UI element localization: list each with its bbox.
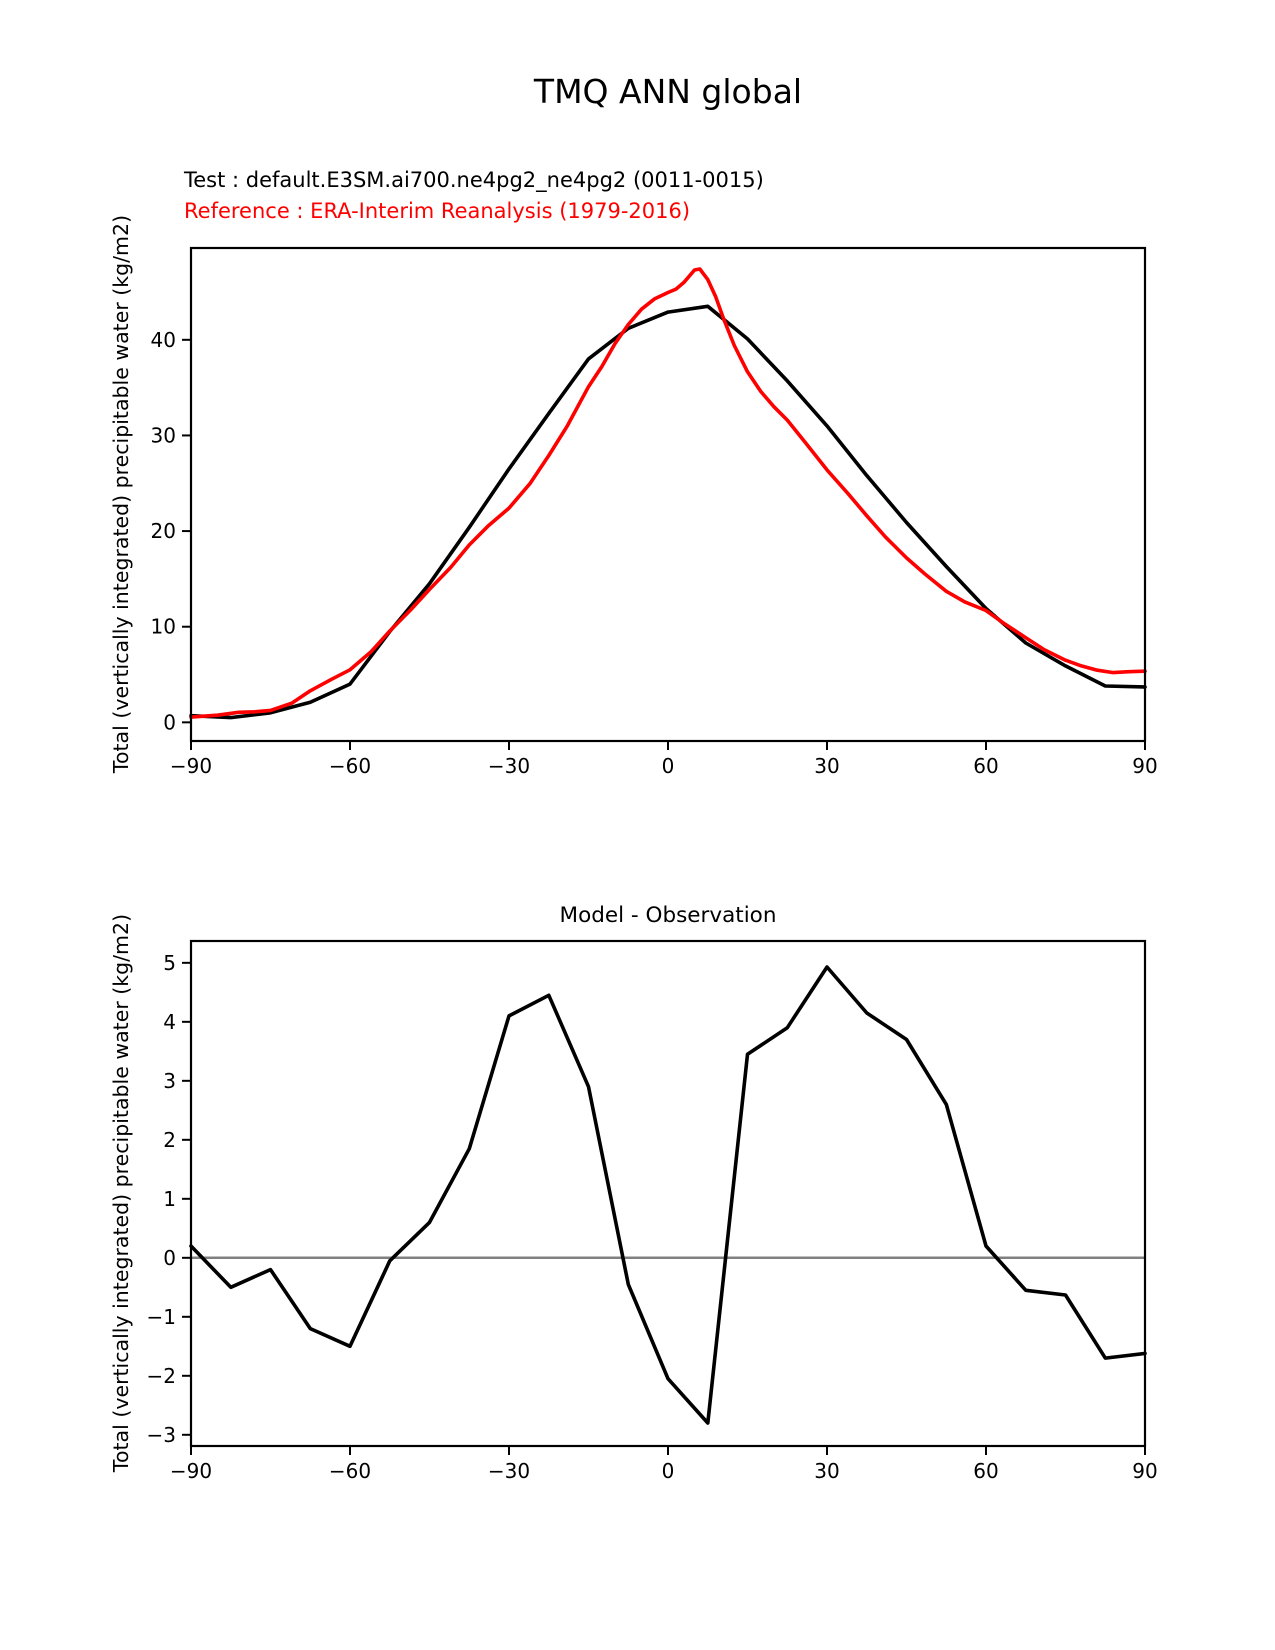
legend-test-label: Test : default.E3SM.ai700.ne4pg2_ne4pg2 (0011-0015) [184,168,764,192]
y-tick-label: 40 [150,327,176,352]
y-tick-label: −3 [146,1422,176,1447]
x-tick-label: −60 [328,754,372,778]
bottom-chart-title: Model - Observation [559,903,777,928]
y-tick-label: 0 [163,710,176,735]
y-tick-label: −2 [146,1363,176,1388]
figure-title: TMQ ANN global [533,72,803,111]
y-tick-label: 20 [150,519,176,544]
x-tick-label: −90 [169,1459,213,1483]
y-tick-label: 4 [163,1009,176,1034]
x-tick-label: 90 [1132,754,1158,778]
y-tick-label: 3 [163,1068,176,1093]
axes-frame [191,941,1145,1446]
x-tick-label: −30 [487,754,531,778]
y-tick-label: 10 [150,614,176,639]
x-tick-label: 30 [814,754,840,778]
x-tick-label: 60 [973,754,999,778]
y-tick-label: 5 [163,950,176,975]
x-tick-label: 0 [661,754,675,778]
y-tick-label: 1 [163,1186,176,1211]
x-tick-label: 0 [661,1459,675,1483]
y-tick-label: 2 [163,1127,176,1152]
x-tick-label: 30 [814,1459,840,1483]
y-tick-label: −1 [146,1304,176,1329]
y-tick-label: 30 [150,423,176,448]
top-chart-y-axis-label: Total (vertically integrated) precipitable water (kg/m2) [109,214,133,774]
bottom-chart-y-axis-label: Total (vertically integrated) precipitable water (kg/m2) [109,913,133,1473]
y-tick-label: 0 [163,1245,176,1270]
x-tick-label: −60 [328,1459,372,1483]
legend-reference-label: Reference : ERA-Interim Reanalysis (1979-2016) [184,199,691,223]
x-tick-label: 60 [973,1459,999,1483]
x-tick-label: −30 [487,1459,531,1483]
x-tick-label: 90 [1132,1459,1158,1483]
x-tick-label: −90 [169,754,213,778]
series-model-observation [191,967,1145,1423]
